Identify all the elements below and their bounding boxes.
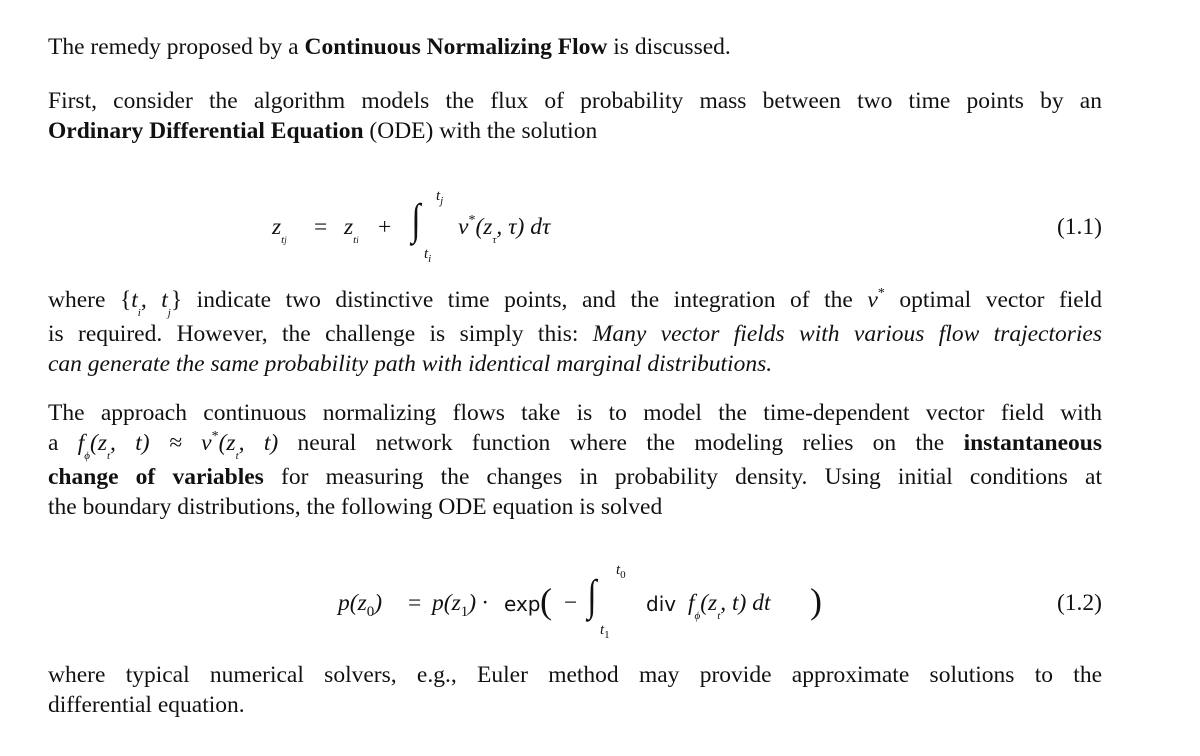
equation-1-1: $z_{tj}$ = $z_{ti}$ + ∫ $t_j$ $t_i$ $v^*(z_\tau$, τ) dτ (1.1) bbox=[272, 188, 1102, 265]
equation-number-1-2: (1.2) bbox=[1056, 590, 1102, 616]
paragraph-ode: First, consider the algorithm models the flux of probability mass between two time points by an Ordinary Differential Equation (ODE) with the solution bbox=[48, 88, 1102, 144]
term-ode: Ordinary Differential Equation bbox=[48, 118, 364, 144]
equation-number-1-1: (1.1) bbox=[1056, 214, 1102, 240]
paragraph-intro: The remedy proposed by a Continuous Normalizing Flow is discussed. bbox=[48, 34, 731, 60]
exp-operator: exp bbox=[504, 592, 541, 616]
equation-1-2: $p(z_0)$ = $p(z_1)$ · exp ( − ∫ $t_0$ $t_1$ div $f_\phi(z_t$, t) dt ) (1.2) bbox=[338, 562, 1102, 641]
paragraph-cnf-approach: The approach continuous normalizing flows take is to model the time-dependent vector field with a $f_\phi(z_t$, $t) \approx v^*(z_t$, t) neural network function where the modeling relies on the instantaneous change of variables for measuring the changes in probability density. Using initial conditions at the boundary distributions, the following ODE equation is solved bbox=[48, 400, 1102, 520]
paragraph-solvers: where typical numerical solvers, e.g., Euler method may provide approximate solutions to the differential equation. bbox=[48, 662, 1102, 718]
term-cnf: Continuous Normalizing Flow bbox=[304, 34, 608, 60]
paragraph-vector-fields: where {$t_i$, $t_j$} indicate two distinctive time points, and the integration of the v* optimal vector field is required. However, the challenge is simply this: Many vector fields with various flow trajectories can generate the same probability path with identical marginal distributions. bbox=[48, 286, 1103, 377]
div-operator: div bbox=[646, 592, 677, 616]
